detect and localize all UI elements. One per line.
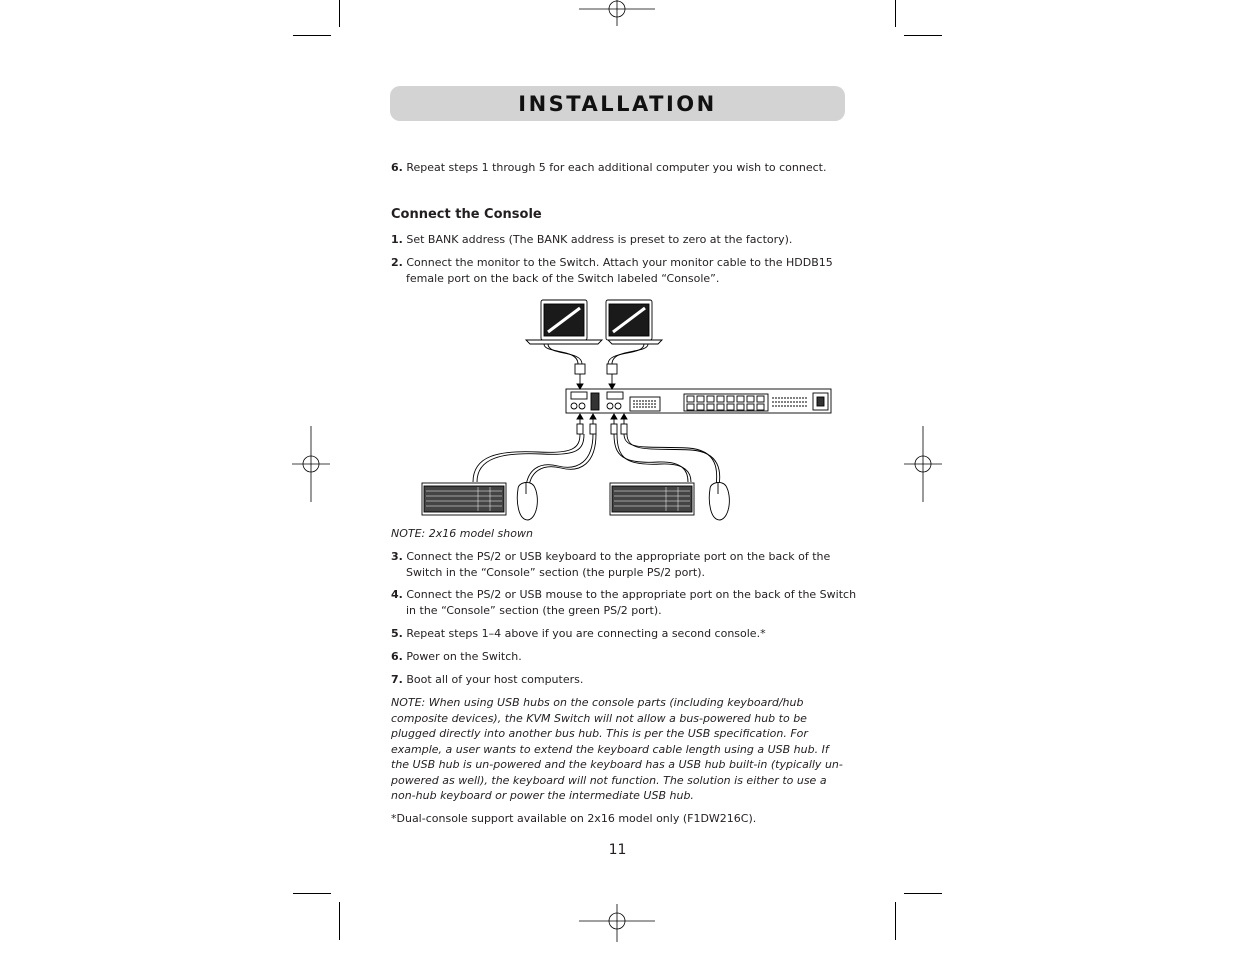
step-number: 6. xyxy=(391,161,403,174)
step-text: Set BANK address (The BANK address is preset to zero at the factory). xyxy=(406,233,793,246)
step-text: Connect the monitor to the Switch. Attach your monitor cable to the HDDB15 female port on the back of the Switch labeled “Console”. xyxy=(406,256,833,285)
mouse-icon xyxy=(709,482,729,520)
registration-mark-left xyxy=(292,426,330,502)
step-number: 3. xyxy=(391,550,403,563)
step-item xyxy=(391,232,862,248)
step-text: Connect the PS/2 or USB keyboard to the appropriate port on the back of the Switch in the “Console” section (the purple PS/2 port). xyxy=(406,550,831,579)
usb-hub-note: NOTE: When using USB hubs on the console parts (including keyboard/hub composite devices), the KVM Switch will not allow a bus-powered hub to be plugged directly into another bus hub. This is per the USB specification. For example, a user wants to extend the keyboard cable length using a USB hub. If the USB hub is un-powered and the keyboard has a USB hub built-in (typically un-powered as well), the keyboard will not function. The solution is either to use a non-hub keyboard or power the intermediate USB hub. xyxy=(391,696,843,802)
step-item xyxy=(391,626,862,642)
step-item xyxy=(391,160,862,176)
crop-mark xyxy=(895,902,896,940)
registration-mark-bottom xyxy=(579,904,655,942)
section-banner xyxy=(390,86,845,121)
mouse-icon xyxy=(517,482,537,520)
monitor-icon xyxy=(526,300,602,344)
step-number: 2. xyxy=(391,256,403,269)
crop-mark xyxy=(895,0,896,27)
step-text: Repeat steps 1–4 above if you are connecting a second console.* xyxy=(406,627,766,640)
step-item xyxy=(391,672,862,688)
crop-mark xyxy=(293,35,331,36)
step-item xyxy=(391,649,862,665)
crop-mark xyxy=(339,0,340,27)
crop-mark xyxy=(904,893,942,894)
step-text: Power on the Switch. xyxy=(406,650,522,663)
step-number: 6. xyxy=(391,650,403,663)
step-item xyxy=(391,255,862,286)
step-item xyxy=(391,587,862,618)
kvm-switch-chassis xyxy=(566,389,831,413)
footnote: *Dual-console support available on 2x16 model only (F1DW216C). xyxy=(391,812,757,825)
step-number: 4. xyxy=(391,588,403,601)
step-text: Connect the PS/2 or USB mouse to the appropriate port on the back of the Switch in the “Console” section (the green PS/2 port). xyxy=(406,588,857,617)
crop-mark xyxy=(904,35,942,36)
step-number: 1. xyxy=(391,233,403,246)
step-text: Boot all of your host computers. xyxy=(406,673,584,686)
page-title: INSTALLATION xyxy=(518,91,717,116)
step-item xyxy=(391,549,862,580)
step-text: Repeat steps 1 through 5 for each additional computer you wish to connect. xyxy=(406,161,827,174)
monitor-icon xyxy=(606,300,662,344)
keyboard-icon xyxy=(422,483,506,515)
registration-mark-top xyxy=(579,0,655,26)
page-number: 11 xyxy=(608,842,627,858)
crop-mark xyxy=(293,893,331,894)
figure-note: NOTE: 2x16 model shown xyxy=(391,527,533,540)
console-connection-diagram xyxy=(418,296,838,524)
registration-mark-right xyxy=(904,426,942,502)
keyboard-icon xyxy=(610,483,694,515)
step-number: 5. xyxy=(391,627,403,640)
section-heading: Connect the Console xyxy=(391,207,542,222)
crop-mark xyxy=(339,902,340,940)
step-number: 7. xyxy=(391,673,403,686)
